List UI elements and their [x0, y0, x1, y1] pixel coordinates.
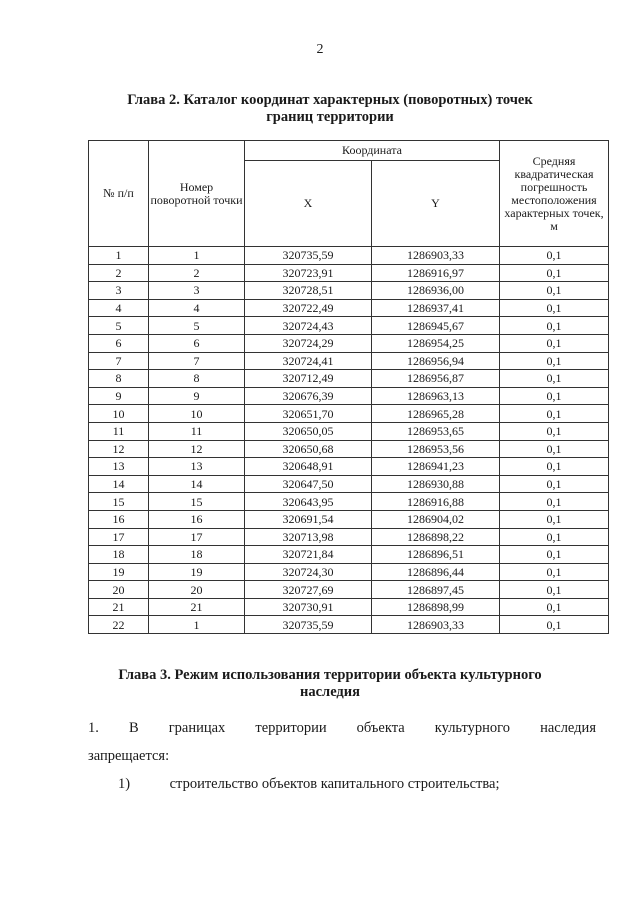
point-number-cell: 16 — [149, 510, 245, 528]
y-cell: 1286941,23 — [372, 458, 500, 476]
row-num-cell: 10 — [89, 405, 149, 423]
point-number-cell: 19 — [149, 563, 245, 581]
point-number-cell: 6 — [149, 334, 245, 352]
x-cell: 320724,30 — [245, 563, 372, 581]
x-cell: 320676,39 — [245, 387, 372, 405]
y-cell: 1286954,25 — [372, 334, 500, 352]
y-cell: 1286897,45 — [372, 581, 500, 599]
row-num-cell: 11 — [89, 422, 149, 440]
table-row — [89, 282, 609, 300]
point-number-cell: 14 — [149, 475, 245, 493]
x-cell: 320724,29 — [245, 334, 372, 352]
point-number-cell: 3 — [149, 282, 245, 300]
error-cell: 0,1 — [500, 546, 609, 564]
row-num-cell: 12 — [89, 440, 149, 458]
paragraph-1-line1: 1. В границах территории объекта культурного наследия — [88, 720, 596, 736]
error-cell: 0,1 — [500, 370, 609, 388]
list-item-1-text: строительство объектов капитального строительства; — [169, 776, 500, 792]
error-cell: 0,1 — [500, 458, 609, 476]
error-cell: 0,1 — [500, 598, 609, 616]
error-cell: 0,1 — [500, 528, 609, 546]
error-cell: 0,1 — [500, 475, 609, 493]
point-number-cell: 1 — [149, 247, 245, 265]
row-num-cell: 3 — [89, 282, 149, 300]
row-num-cell: 21 — [89, 598, 149, 616]
x-cell: 320735,59 — [245, 247, 372, 265]
table-row — [89, 546, 609, 564]
header-coordinate: Координата — [245, 141, 500, 161]
list-item-1-number: 1) — [118, 776, 131, 792]
table-row — [89, 405, 609, 423]
chapter-3-title — [115, 667, 545, 701]
error-cell: 0,1 — [500, 317, 609, 335]
x-cell: 320643,95 — [245, 493, 372, 511]
x-cell: 320728,51 — [245, 282, 372, 300]
point-number-cell: 7 — [149, 352, 245, 370]
header-point-number: Номер поворотной точки — [149, 141, 245, 247]
y-cell: 1286965,28 — [372, 405, 500, 423]
y-cell: 1286937,41 — [372, 299, 500, 317]
error-cell: 0,1 — [500, 440, 609, 458]
table-row — [89, 493, 609, 511]
point-number-cell: 4 — [149, 299, 245, 317]
error-cell: 0,1 — [500, 264, 609, 282]
row-num-cell: 19 — [89, 563, 149, 581]
y-cell: 1286916,88 — [372, 493, 500, 511]
table-row — [89, 299, 609, 317]
row-num-cell: 6 — [89, 334, 149, 352]
error-cell: 0,1 — [500, 282, 609, 300]
y-cell: 1286956,87 — [372, 370, 500, 388]
page-number: 2 — [316, 42, 324, 57]
list-item-1 — [118, 775, 499, 793]
x-cell: 320650,05 — [245, 422, 372, 440]
header-x: X — [245, 161, 372, 247]
table-row — [89, 458, 609, 476]
row-num-cell: 13 — [89, 458, 149, 476]
x-cell: 320650,68 — [245, 440, 372, 458]
y-cell: 1286898,99 — [372, 598, 500, 616]
y-cell: 1286953,65 — [372, 422, 500, 440]
error-cell: 0,1 — [500, 563, 609, 581]
row-num-cell: 8 — [89, 370, 149, 388]
chapter-3-title-line1: Глава 3. Режим использования территории объекта культурного — [118, 667, 542, 683]
point-number-cell: 11 — [149, 422, 245, 440]
error-cell: 0,1 — [500, 405, 609, 423]
error-cell: 0,1 — [500, 510, 609, 528]
error-cell: 0,1 — [500, 247, 609, 265]
point-number-cell: 12 — [149, 440, 245, 458]
x-cell: 320691,54 — [245, 510, 372, 528]
table-row — [89, 264, 609, 282]
y-cell: 1286904,02 — [372, 510, 500, 528]
y-cell: 1286930,88 — [372, 475, 500, 493]
point-number-cell: 10 — [149, 405, 245, 423]
error-cell: 0,1 — [500, 581, 609, 599]
x-cell: 320713,98 — [245, 528, 372, 546]
x-cell: 320651,70 — [245, 405, 372, 423]
x-cell: 320647,50 — [245, 475, 372, 493]
x-cell: 320724,41 — [245, 352, 372, 370]
error-cell: 0,1 — [500, 422, 609, 440]
coordinates-table — [88, 140, 609, 634]
row-num-cell: 14 — [89, 475, 149, 493]
table-row — [89, 528, 609, 546]
x-cell: 320735,59 — [245, 616, 372, 634]
table-row — [89, 581, 609, 599]
point-number-cell: 13 — [149, 458, 245, 476]
y-cell: 1286945,67 — [372, 317, 500, 335]
error-cell: 0,1 — [500, 616, 609, 634]
x-cell: 320712,49 — [245, 370, 372, 388]
point-number-cell: 20 — [149, 581, 245, 599]
row-num-cell: 7 — [89, 352, 149, 370]
point-number-cell: 1 — [149, 616, 245, 634]
row-num-cell: 15 — [89, 493, 149, 511]
table-row — [89, 510, 609, 528]
table-row — [89, 334, 609, 352]
row-num-cell: 5 — [89, 317, 149, 335]
table-row — [89, 598, 609, 616]
error-cell: 0,1 — [500, 334, 609, 352]
table-row — [89, 422, 609, 440]
header-num: № п/п — [89, 141, 149, 247]
error-cell: 0,1 — [500, 493, 609, 511]
table-row — [89, 370, 609, 388]
row-num-cell: 1 — [89, 247, 149, 265]
y-cell: 1286963,13 — [372, 387, 500, 405]
y-cell: 1286896,44 — [372, 563, 500, 581]
table-row — [89, 475, 609, 493]
y-cell: 1286896,51 — [372, 546, 500, 564]
header-error: Средняя квадратическая погрешность местоположения характерных точек, м — [500, 141, 609, 247]
table-row — [89, 387, 609, 405]
chapter-2-title — [115, 92, 545, 126]
header-y: Y — [372, 161, 500, 247]
row-num-cell: 4 — [89, 299, 149, 317]
y-cell: 1286956,94 — [372, 352, 500, 370]
table-row — [89, 247, 609, 265]
error-cell: 0,1 — [500, 352, 609, 370]
row-num-cell: 18 — [89, 546, 149, 564]
x-cell: 320722,49 — [245, 299, 372, 317]
table-row — [89, 563, 609, 581]
paragraph-1-line2: запрещается: — [88, 748, 170, 764]
x-cell: 320727,69 — [245, 581, 372, 599]
y-cell: 1286903,33 — [372, 616, 500, 634]
x-cell: 320721,84 — [245, 546, 372, 564]
point-number-cell: 15 — [149, 493, 245, 511]
chapter-2-title-line1: Глава 2. Каталог координат характерных (поворотных) точек — [127, 92, 533, 108]
error-cell: 0,1 — [500, 299, 609, 317]
point-number-cell: 17 — [149, 528, 245, 546]
row-num-cell: 20 — [89, 581, 149, 599]
table-row — [89, 440, 609, 458]
y-cell: 1286898,22 — [372, 528, 500, 546]
table-row — [89, 352, 609, 370]
row-num-cell: 22 — [89, 616, 149, 634]
coordinates-table-body — [89, 247, 609, 634]
chapter-2-title-line2: границ территории — [266, 109, 394, 125]
point-number-cell: 5 — [149, 317, 245, 335]
y-cell: 1286953,56 — [372, 440, 500, 458]
point-number-cell: 8 — [149, 370, 245, 388]
x-cell: 320724,43 — [245, 317, 372, 335]
row-num-cell: 9 — [89, 387, 149, 405]
y-cell: 1286936,00 — [372, 282, 500, 300]
chapter-3-title-line2: наследия — [300, 684, 360, 700]
error-cell: 0,1 — [500, 387, 609, 405]
x-cell: 320648,91 — [245, 458, 372, 476]
table-row — [89, 317, 609, 335]
row-num-cell: 17 — [89, 528, 149, 546]
table-row — [89, 616, 609, 634]
x-cell: 320730,91 — [245, 598, 372, 616]
row-num-cell: 16 — [89, 510, 149, 528]
y-cell: 1286916,97 — [372, 264, 500, 282]
y-cell: 1286903,33 — [372, 247, 500, 265]
point-number-cell: 18 — [149, 546, 245, 564]
point-number-cell: 21 — [149, 598, 245, 616]
x-cell: 320723,91 — [245, 264, 372, 282]
row-num-cell: 2 — [89, 264, 149, 282]
point-number-cell: 2 — [149, 264, 245, 282]
point-number-cell: 9 — [149, 387, 245, 405]
